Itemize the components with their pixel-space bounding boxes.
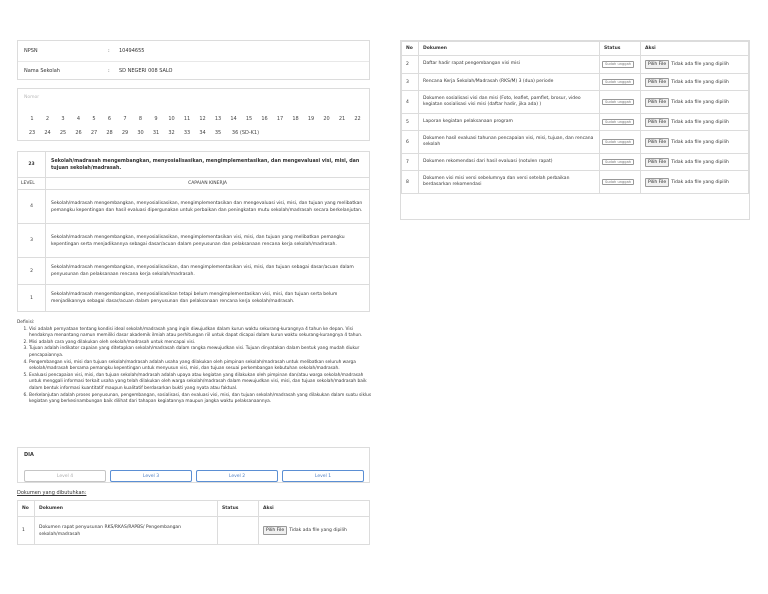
indicator-number[interactable]: 5 — [92, 116, 96, 122]
school-name-label: Nama Sekolah — [24, 68, 60, 74]
level-1-description: Sekolah/madrasah mengembangkan, menyosialisasikan tetapi belum mengimplementasikan visi, misi, dan tujuan serta belum menjadikannya sebagai dasar/acuan dalam penyusunan dan pelaksanaan rencana kerja sekolah/madrasah. — [46, 285, 370, 312]
indicator-number[interactable]: 14 — [230, 116, 237, 122]
indicator-number[interactable]: 18 — [292, 116, 299, 122]
required-docs-table — [17, 500, 370, 548]
capaian-header: CAPAIAN KINERJA — [46, 178, 370, 190]
level-4-description: Sekolah/madrasah mengembangkan, menyosialisasikan, mengimplementasikan dan mengevaluasi visi, misi, dan tujuan yang melibatkan pemangku kepentingan dan hasil evaluasi dipergunakan untuk perbaikan dan peningkatan mutu sekolah/madrasah secara berkelanjutan. — [46, 190, 370, 224]
indicator-number-row-1 — [18, 116, 371, 126]
indicator-number[interactable]: 22 — [354, 116, 361, 122]
status-badge: Sudah unggah — [602, 99, 634, 106]
uploaded-docs-panel — [400, 40, 750, 220]
indicator-number[interactable]: 36 (SD-K1) — [231, 130, 260, 136]
docs-header-no: No — [18, 501, 35, 517]
npsn-label: NPSN — [24, 47, 38, 54]
npsn-colon: : — [108, 47, 110, 54]
required-docs-title: Dokumen yang dibutuhkan: — [17, 490, 87, 496]
indicator-number[interactable]: 8 — [138, 116, 143, 122]
indicator-number[interactable]: 6 — [107, 116, 112, 122]
file-status-text: Tidak ada file yang dipilih — [671, 159, 729, 165]
doc-number: 7 — [402, 154, 419, 171]
doc-name: Dokumen hasil evaluasi tahunan pencapaian visi, misi, tujuan, dan rencana sekolah — [419, 131, 600, 154]
doc-name: Daftar hadir rapat pengembangan visi misi — [419, 56, 600, 74]
choose-file-button[interactable]: Pilih File — [263, 526, 287, 535]
indicator-number[interactable]: 13 — [214, 116, 222, 122]
indicator-number[interactable]: 29 — [121, 130, 129, 136]
table-row — [402, 171, 749, 194]
level-3-description: Sekolah/madrasah mengembangkan, menyosialisasikan, mengimplementasikan visi, misi, dan tujuan yang melibatkan pemangku kepentingan serta menjadikannya sebagai dasar/acuan dalam penyusunan dan pelaksanaan rencana kerja sekolah/madrasah. — [46, 224, 370, 258]
definition-item: 1. Visi adalah pernyataan tentang kondisi ideal sekolah/madrasah yang ingin diwujudkan dalam kurun waktu sekurang-kurangnya 4 tahun ke depan. Visi hendaknya menantang namun memiliki dasar akademik ilmiah atau perhitungan riil untuk dapat dicapai dalam kurun waktu sekurang-kurangnya 4 tahun. — [29, 327, 372, 340]
table-row — [402, 131, 749, 154]
indicator-number[interactable]: 27 — [90, 130, 98, 136]
table-row — [402, 56, 749, 74]
indicator-number[interactable]: 31 — [152, 130, 160, 136]
file-status-text: Tidak ada file yang dipilih — [671, 179, 729, 185]
status-badge: Sudah unggah — [602, 179, 634, 186]
rdocs-header-dokumen: Dokumen — [419, 42, 600, 56]
rdocs-header-status: Status — [600, 42, 641, 56]
indicator-number[interactable]: 9 — [154, 116, 158, 122]
file-status-text: Tidak ada file yang dipilih — [671, 79, 729, 85]
choose-file-button[interactable]: Pilih File — [645, 138, 669, 147]
definition-item: 2. Misi adalah cara yang dilakukan oleh sekolah/madrasah untuk mencapai visi. — [29, 340, 372, 347]
level-1-number: 1 — [18, 285, 46, 312]
level-4-number: 4 — [18, 190, 46, 224]
dia-panel — [17, 447, 370, 483]
status-badge: Sudah unggah — [602, 119, 634, 126]
indicator-number[interactable]: 23 — [28, 130, 36, 136]
rdocs-header-aksi: Aksi — [641, 42, 749, 56]
level-2-number: 2 — [18, 258, 46, 285]
status-badge: Sudah unggah — [602, 61, 634, 68]
indicator-number[interactable]: 28 — [106, 130, 113, 136]
file-status-text: Tidak ada file yang dipilih — [671, 99, 729, 105]
level-4-button[interactable]: Level 4 — [24, 470, 106, 482]
table-row — [402, 91, 749, 114]
indicator-number[interactable]: 2 — [45, 116, 50, 122]
table-row — [402, 154, 749, 171]
npsn-value: 10494655 — [119, 47, 145, 54]
doc-number: 2 — [402, 56, 419, 74]
doc-number: 3 — [402, 74, 419, 91]
doc-number: 6 — [402, 131, 419, 154]
level-3-button[interactable]: Level 3 — [110, 470, 192, 482]
doc-name: Laporan kegiatan pelaksanaan program — [419, 114, 600, 131]
doc-number: 4 — [402, 91, 419, 114]
definition-item: 6. Berkelanjutan adalah proses penyusunan, pengembangan, sosialisasi, dan evaluasi visi, misi, dan tujuan sekolah/madrasah yang dilakukan dalam suatu siklus kegiatan yang berkesinambungan baik dilihat dari tahapan kegiatannya maupun jangka waktu pelaksanaannya. — [29, 393, 372, 406]
indicator-number-row-2 — [18, 130, 371, 140]
choose-file-button[interactable]: Pilih File — [645, 158, 669, 167]
indicator-number[interactable]: 24 — [44, 130, 51, 136]
level-1-button[interactable]: Level 1 — [282, 470, 364, 482]
definitions-title: Definisi: — [17, 320, 35, 325]
criteria-number: 23 — [18, 152, 46, 178]
table-row — [402, 74, 749, 91]
indicator-number[interactable]: 34 — [199, 130, 206, 136]
definition-item: 4. Pengembangan visi, misi dan tujuan sekolah/madrasah adalah usaha yang dilakukan oleh pimpinan sekolah/madrasah untuk melibatkan seluruh warga sekolah/madrasah bersama pemangku kepentingan untuk menyusun visi, misi, dan tujuan sesuai perkembangan kebutuhan sekolah/madrasah. — [29, 360, 372, 373]
file-status-text: Tidak ada file yang dipilih — [671, 139, 729, 145]
indicator-number[interactable]: 7 — [123, 116, 127, 122]
doc-number: 5 — [402, 114, 419, 131]
level-header: LEVEL — [18, 178, 46, 190]
indicator-number[interactable]: 19 — [307, 116, 315, 122]
status-badge: Sudah unggah — [602, 159, 634, 166]
doc-name: Dokumen visi misi versi sebelumnya dan versi setelah perbaikan berdasarkan rekomendasi — [419, 171, 600, 194]
school-name-value: SD NEGERI 008 SALO — [119, 68, 173, 74]
file-status-text: Tidak ada file yang dipilih — [671, 62, 729, 67]
level-3-number: 3 — [18, 224, 46, 258]
indicator-number[interactable]: 17 — [276, 116, 284, 122]
indicator-number[interactable]: 12 — [199, 116, 206, 122]
indicator-selector — [17, 88, 370, 141]
docs-header-aksi: Aksi — [259, 501, 370, 517]
indicator-number[interactable]: 1 — [30, 116, 34, 122]
npsn-row — [18, 41, 369, 60]
school-name-colon: : — [108, 68, 110, 74]
docs-header-status: Status — [218, 501, 259, 517]
criteria-title: Sekolah/madrasah mengembangkan, menyosialisasikan, mengimplementasikan, dan mengevaluasi visi, misi, dan tujuan sekolah/madrasah. — [46, 152, 370, 178]
indicator-number[interactable]: 33 — [183, 130, 191, 136]
indicator-number[interactable]: 16 — [261, 116, 268, 122]
docs-header-dokumen: Dokumen — [35, 501, 218, 517]
level-2-button[interactable]: Level 2 — [196, 470, 278, 482]
level-2-description: Sekolah/madrasah mengembangkan, menyosialisasikan, dan mengimplementasikan visi, misi, dan tujuan sebagai dasar/acuan dalam penyusunan dan pelaksanaan rencana kerja sekolah/madrasah. — [46, 258, 370, 285]
indicator-number[interactable]: 32 — [168, 130, 175, 136]
indicator-number[interactable]: 11 — [183, 116, 191, 122]
doc-name: Dokumen rekomendasi dari hasil evaluasi (notulen rapat) — [419, 154, 600, 171]
indicator-number[interactable]: 15 — [245, 116, 253, 122]
choose-file-button[interactable]: Pilih File — [645, 178, 669, 187]
definition-item: 5. Evaluasi pencapaian visi, misi, dan tujuan sekolah/madrasah adalah upaya atau kegiatan yang dilakukan oleh pimpinan dan/atau warga sekolah/madrasah untuk menggali informasi terkait usaha yang telah dilakukan oleh warga sekolah/madrasah dalam mewujudkan visi, misi, dan tujuan sekolah/madrasah baik dalam bentuk informasi kuantitatif maupun kualitatif berdasarkan bukti yang nyata atau faktual. — [29, 373, 372, 393]
indicator-number[interactable]: 35 — [214, 130, 222, 136]
file-status-text: Tidak ada file yang dipilih — [671, 119, 729, 125]
doc-name: Dokumen sosialisasi visi dan misi (Foto, leaflet, pamflet, brosur, video kegiatan sosialisasi visi misi (daftar hadir, jika ada) ) — [419, 91, 600, 114]
criteria-table — [17, 151, 370, 317]
doc-name: Dokumen rapat penyusunan RKS/RKAS/RAPBS/ Pengembangan sekolah/madrasah — [35, 517, 218, 545]
table-row — [402, 114, 749, 131]
indicator-number[interactable]: 21 — [338, 116, 346, 122]
indicator-number[interactable]: 25 — [59, 130, 67, 136]
indicator-number[interactable]: 26 — [75, 130, 82, 136]
status-badge: Sudah unggah — [602, 79, 634, 86]
doc-name: Rencana Kerja Sekolah/Madrasah (RKS/M) 3 (dua) periode — [419, 74, 600, 91]
dia-title: DIA — [24, 452, 34, 458]
choose-file-button[interactable]: Pilih File — [645, 78, 669, 87]
status-badge: Sudah unggah — [602, 139, 634, 146]
file-status-text: Tidak ada file yang dipilih — [289, 528, 347, 533]
rdocs-header-no: No — [402, 42, 419, 56]
choose-file-button[interactable]: Pilih File — [645, 60, 669, 69]
definition-item: 3. Tujuan adalah indikator capaian yang ditetapkan sekolah/madrasah dalam rangka mewujudkan visi. Tujuan dinyatakan dalam bentuk yang mudah diukur pencapaiannya. — [29, 346, 372, 359]
choose-file-button[interactable]: Pilih File — [645, 118, 669, 127]
indicator-number[interactable]: 20 — [323, 116, 330, 122]
doc-status — [218, 517, 259, 545]
indicator-number[interactable]: 4 — [76, 116, 81, 122]
indicator-search-input[interactable]: Nomor — [24, 95, 40, 100]
school-name-row — [18, 61, 369, 80]
choose-file-button[interactable]: Pilih File — [645, 98, 669, 107]
doc-number: 1 — [18, 517, 35, 545]
indicator-number[interactable]: 10 — [168, 116, 175, 122]
indicator-number[interactable]: 3 — [61, 116, 65, 122]
school-identity-card — [17, 40, 370, 80]
doc-number: 8 — [402, 171, 419, 194]
indicator-number[interactable]: 30 — [137, 130, 144, 136]
table-row — [18, 517, 370, 545]
definitions-section — [17, 320, 372, 406]
